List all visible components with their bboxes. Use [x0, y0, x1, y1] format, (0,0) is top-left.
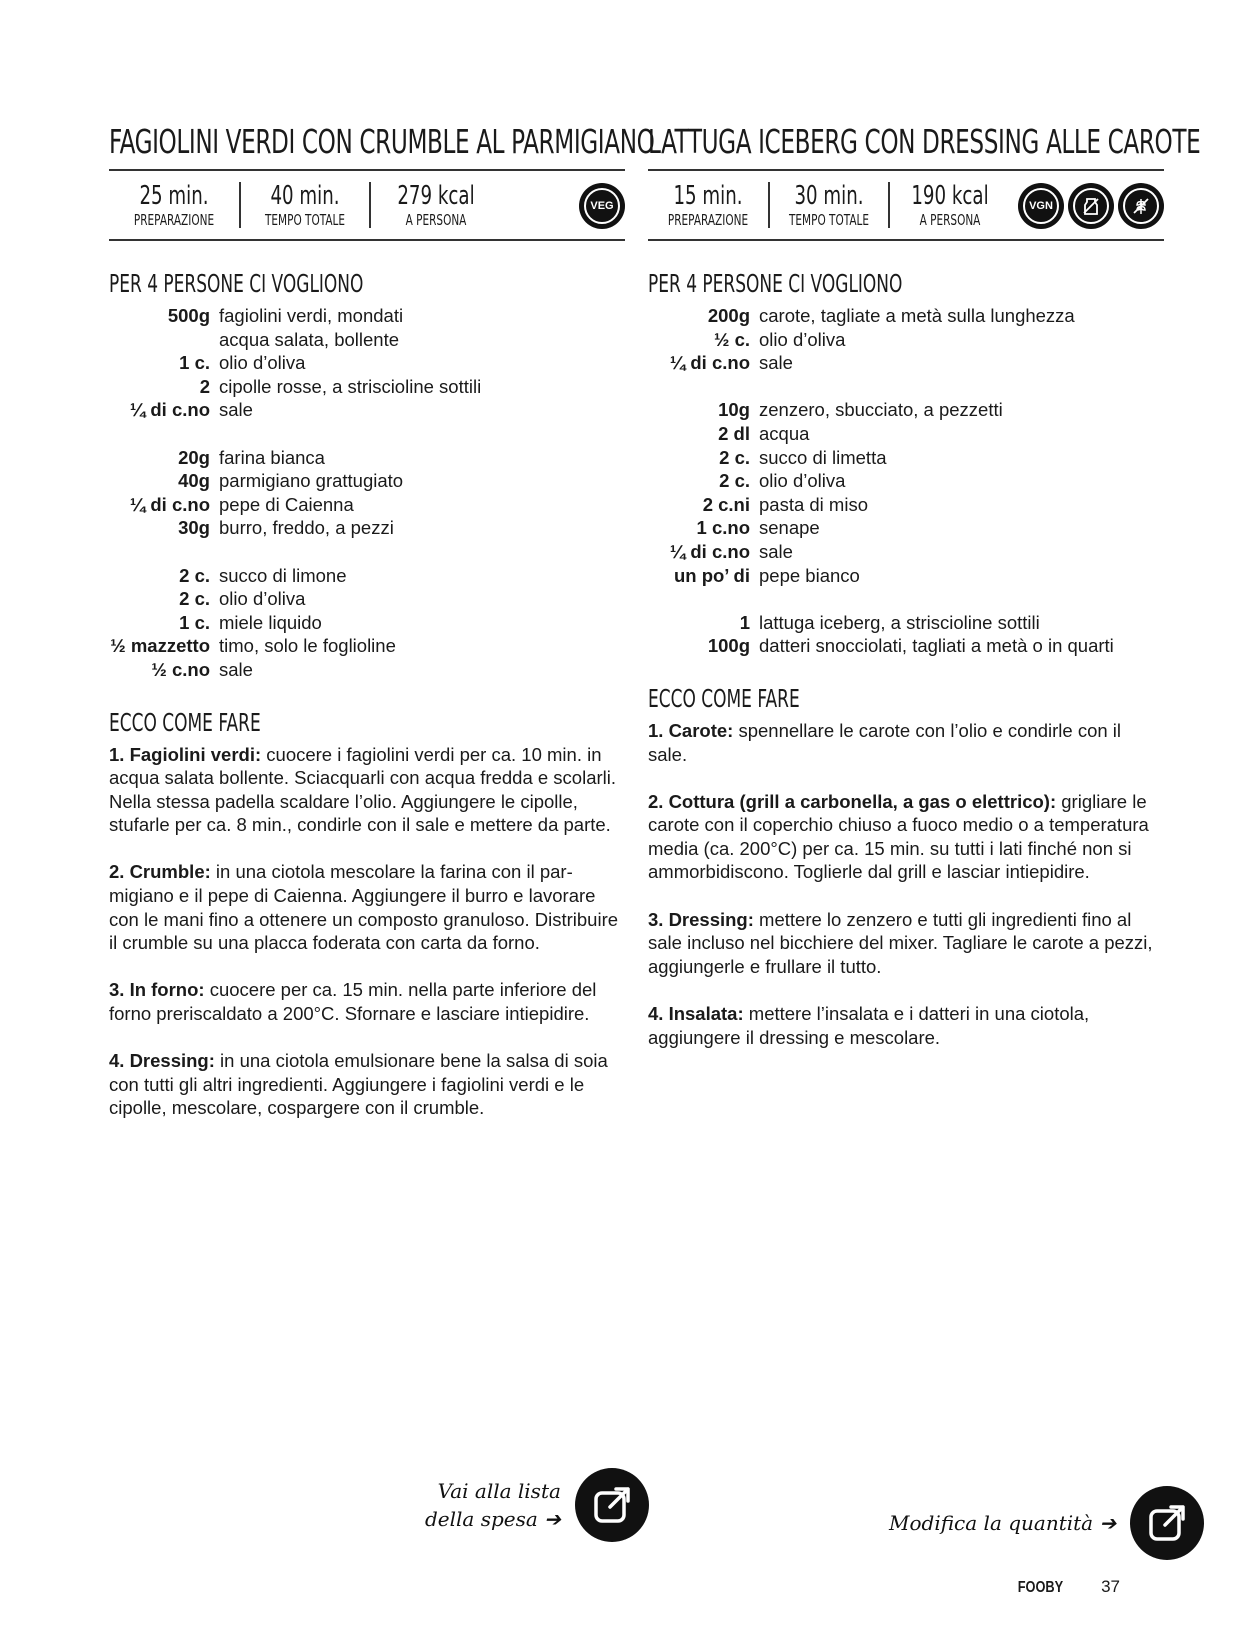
step-text: grigliare le carote con il coperchio chiuso a fuoco medio o a temperatura media (ca. 200°C) per ca. 15 min. su tutti i lati finché non si ammorbidiscono. Toglierle dal grill e lasciar intiepidire.	[648, 790, 1149, 883]
page-number: 37	[1101, 1577, 1120, 1596]
ingredient-quantity	[109, 328, 219, 352]
stat-kcal: 279 kcal A PERSONA	[397, 181, 475, 229]
step-text: mettere lo zenzero e tutti gli ingredienti fino al sale incluso nel bicchiere del mixer. Tagliare le carote a pezzi, aggiungerle e frullare il tutto.	[648, 908, 1153, 977]
ingredient-item	[109, 398, 625, 422]
ingredient-quantity: 1 c.	[179, 611, 210, 633]
method-step	[109, 743, 625, 837]
ingredient-quantity: ¼ di c.no	[129, 493, 210, 515]
cta-line2: della spesa ➔	[425, 1507, 561, 1531]
recipe-stats	[648, 169, 1164, 241]
ingredient-item	[109, 516, 625, 540]
step-text: in una ciotola emulsionare bene la salsa di soia con tutti gli altri ingredienti. Aggiungere i fagiolini verdi e le cipolle, mescolare, cospargere con il crumble.	[109, 1050, 608, 1119]
cta-line1: Vai alla lista	[437, 1479, 561, 1503]
ingredients-heading: PER 4 PERSONE CI VOGLIONO	[648, 269, 903, 298]
step-label: 1. Carote:	[648, 719, 734, 741]
ingredient-quantity: 2 c.	[179, 588, 210, 610]
shopping-list-cta[interactable]	[425, 1468, 649, 1542]
step-text: in una ciotola mescolare la farina con il parmigiano e il pepe di Caienna. Aggiungere il burro e lavorare con le mani fino a ottenere un composto granuloso. Distribuire il crumble su una placca foderata con carta da forno.	[109, 861, 619, 954]
ingredient-name: pepe bianco	[759, 564, 860, 586]
method-step	[109, 978, 625, 1025]
ingredient-quantity: 200g	[707, 305, 750, 326]
step-text: cuocere per ca. 15 min. nella parte inferiore del forno preriscaldato a 200°C. Sfornare e lasciare intiepidire.	[109, 979, 597, 1025]
ingredient-item	[109, 611, 625, 635]
ingredient-name: olio d’oliva	[759, 470, 846, 492]
veg-icon: VEG	[579, 183, 625, 229]
diet-badges	[1018, 183, 1164, 229]
page-footer	[1012, 1577, 1120, 1597]
ingredient-name: sale	[219, 658, 253, 680]
ingredient-item	[109, 658, 625, 682]
step-label: 2. Crumble:	[109, 861, 211, 883]
method-step	[109, 860, 625, 954]
ingredient-quantity: 30g	[178, 517, 210, 539]
ingredient-item	[648, 328, 1164, 352]
method-heading: ECCO COME FARE	[109, 707, 261, 737]
ingredient-name: succo di limetta	[759, 446, 887, 468]
spacer	[109, 540, 625, 564]
recipe-left	[109, 112, 655, 1144]
ingredient-name: pasta di miso	[759, 493, 868, 515]
step-label: 4. Dressing:	[109, 1050, 215, 1072]
spacer	[648, 587, 1164, 611]
method-steps	[109, 743, 625, 1121]
ingredient-item	[109, 446, 625, 470]
spacer	[648, 375, 1164, 399]
ingredient-name: succo di limone	[219, 564, 347, 586]
recipe-title: LATTUGA ICEBERG CON DRESSING ALLE CAROTE	[648, 122, 1201, 161]
diet-badges	[579, 183, 625, 229]
vegan-icon: VGN	[1018, 183, 1064, 229]
edit-quantity-cta[interactable]	[889, 1486, 1204, 1560]
lactose-free-icon	[1068, 183, 1114, 229]
ingredient-quantity: 1 c.no	[696, 517, 750, 539]
ingredients-heading: PER 4 PERSONE CI VOGLIONO	[109, 269, 364, 298]
ingredient-quantity: ½ mazzetto	[110, 635, 210, 657]
step-text: spennellare le carote con l’olio e condirle con il sale.	[648, 719, 1122, 765]
ingredient-quantity: 500g	[167, 305, 210, 326]
ingredient-name: farina bianca	[219, 446, 325, 468]
ingredient-name: burro, freddo, a pezzi	[219, 517, 394, 539]
external-link-icon[interactable]	[1130, 1486, 1204, 1560]
ingredient-item	[109, 328, 625, 352]
ingredient-item	[648, 540, 1164, 564]
step-text: cuocere i fagiolini verdi per ca. 10 min. in acqua salata bollente. Sciacquarli con acqua fredda e scolarli. Nella stessa padella scaldare l’olio. Aggiungere le cipolle, stufarle per ca. 8 min., condirle con il sale e mettere da parte.	[109, 743, 617, 836]
ingredient-name: olio d’oliva	[759, 328, 846, 350]
ingredient-name: sale	[759, 352, 793, 374]
brand-logo: FOOBY	[1017, 1579, 1063, 1596]
ingredient-item	[648, 516, 1164, 540]
external-link-icon[interactable]	[575, 1468, 649, 1542]
stat-prep: 15 min. PREPARAZIONE	[667, 181, 749, 229]
ingredient-name: olio d’oliva	[219, 352, 306, 374]
ingredient-item	[648, 398, 1164, 422]
ingredient-name: miele liquido	[219, 611, 322, 633]
recipe-title: FAGIOLINI VERDI CON CRUMBLE AL PARMIGIANO	[109, 122, 655, 161]
gluten-free-icon	[1118, 183, 1164, 229]
step-label: 3. Dressing:	[648, 908, 754, 930]
ingredient-item	[648, 564, 1164, 588]
ingredient-name: carote, tagliate a metà sulla lunghezza	[759, 305, 1075, 326]
ingredient-name: cipolle rosse, a striscioline sottili	[219, 375, 482, 397]
ingredient-name: olio d’oliva	[219, 588, 306, 610]
ingredient-item	[648, 351, 1164, 375]
step-text: mettere l’insalata e i datteri in una ciotola, aggiungere il dressing e mescolare.	[648, 1003, 1090, 1048]
ingredient-item	[648, 469, 1164, 493]
ingredient-quantity: un po’ di	[673, 564, 750, 586]
ingredient-quantity: 2 c.	[719, 446, 750, 468]
ingredient-quantity: ¼ di c.no	[129, 399, 210, 421]
ingredient-quantity: 1	[739, 611, 750, 633]
step-label: 4. Insalata:	[648, 1003, 744, 1025]
ingredient-quantity: 2 c.ni	[702, 493, 750, 515]
cta-text: Modifica la quantità ➔	[889, 1511, 1117, 1535]
ingredient-quantity: 20g	[178, 446, 210, 468]
ingredient-name: fagiolini verdi, mondati	[219, 305, 404, 326]
ingredient-name: acqua salata, bollente	[219, 328, 399, 350]
ingredient-item	[109, 469, 625, 493]
ingredient-quantity: 1 c.	[179, 352, 210, 374]
ingredient-item	[109, 493, 625, 517]
ingredients-list	[109, 304, 625, 682]
method-step	[648, 790, 1164, 884]
method-step	[648, 908, 1164, 979]
ingredient-quantity: 2 c.	[719, 470, 750, 492]
ingredient-quantity: ¼ di c.no	[669, 540, 750, 562]
ingredient-item	[109, 587, 625, 611]
ingredient-item	[109, 564, 625, 588]
ingredient-quantity: 40g	[178, 470, 210, 492]
ingredient-item	[109, 351, 625, 375]
step-label: 2. Cottura (grill a carbonella, a gas o elettrico):	[648, 790, 1057, 812]
stat-kcal: 190 kcal A PERSONA	[911, 181, 989, 229]
spacer	[109, 422, 625, 446]
ingredient-name: timo, solo le foglioline	[219, 635, 396, 657]
ingredient-item	[648, 611, 1164, 635]
ingredient-quantity: 2 dl	[718, 422, 750, 444]
ingredient-item	[109, 375, 625, 399]
ingredient-item	[648, 493, 1164, 517]
ingredients-list	[648, 304, 1164, 658]
method-step	[648, 1002, 1164, 1049]
method-heading: ECCO COME FARE	[648, 683, 800, 713]
stat-total: 30 min. TEMPO TOTALE	[789, 181, 869, 229]
ingredient-quantity: ¼ di c.no	[669, 352, 750, 374]
step-label: 3. In forno:	[109, 979, 205, 1001]
ingredient-name: datteri snocciolati, tagliati a metà o in quarti	[759, 635, 1114, 657]
step-label: 1. Fagiolini verdi:	[109, 743, 262, 765]
ingredient-item	[648, 422, 1164, 446]
method-steps	[648, 719, 1164, 1049]
ingredient-quantity: 2 c.	[179, 564, 210, 586]
stat-prep: 25 min. PREPARAZIONE	[133, 181, 215, 229]
ingredient-name: sale	[219, 399, 253, 421]
ingredient-name: senape	[759, 517, 820, 539]
recipe-right	[648, 112, 1201, 1073]
ingredient-name: lattuga iceberg, a striscioline sottili	[759, 611, 1040, 633]
ingredient-name: sale	[759, 540, 793, 562]
method-step	[648, 719, 1164, 766]
ingredient-name: pepe di Caienna	[219, 493, 354, 515]
ingredient-item	[109, 634, 625, 658]
ingredient-quantity: ½ c.	[714, 328, 750, 350]
method-step	[109, 1049, 625, 1120]
ingredient-item	[648, 304, 1164, 328]
ingredient-name: acqua	[759, 422, 810, 444]
ingredient-name: parmigiano grattugiato	[219, 470, 404, 492]
recipe-stats	[109, 169, 625, 241]
ingredient-name: zenzero, sbucciato, a pezzetti	[759, 399, 1003, 421]
ingredient-item	[648, 634, 1164, 658]
ingredient-quantity: 100g	[707, 635, 750, 657]
ingredient-quantity: 10g	[718, 399, 750, 421]
ingredient-item	[648, 446, 1164, 470]
ingredient-quantity: 2	[199, 375, 210, 397]
stat-total: 40 min. TEMPO TOTALE	[265, 181, 345, 229]
ingredient-quantity: ½ c.no	[151, 658, 210, 680]
ingredient-item	[109, 304, 625, 328]
